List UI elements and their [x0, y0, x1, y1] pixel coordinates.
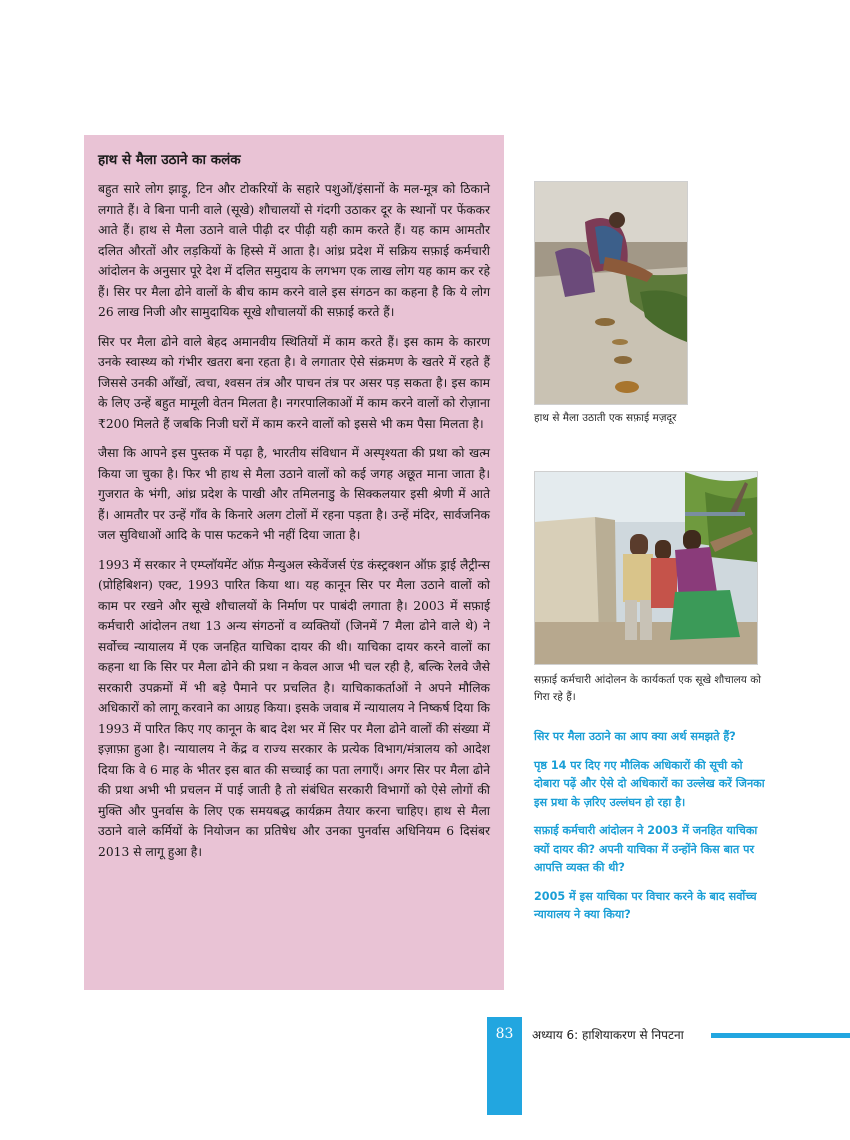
- box-paragraph-3: जैसा कि आपने इस पुस्तक में पढ़ा है, भारतीय संविधान में अस्पृश्यता की प्रथा को खत्म किया जा चुका है। फिर भी हाथ से मैला उठाने वालों को कई जगह अछूत माना जाता है। गुजरात के भंगी, आंध्र प्रदेश के पाखी और तमिलनाडु के सिक्कलयार इसी श्रेणी में आते हैं। आमतौर पर उन्हें गाँव के किनारे अलग टोलों में रहना पड़ता है। उन्हें मंदिर, सार्वजनिक जल सुविधाओं आदि के पास फटकने भी नहीं दिया जाता है।: [98, 446, 490, 542]
- page-number: 83: [495, 1026, 514, 1042]
- box-paragraph-1: बहुत सारे लोग झाड़ू, टिन और टोकरियों के सहारे पशुओं/इंसानों के मल-मूत्र को ठिकाने लगाते हैं। वे बिना पानी वाले (सूखे) शौचालयों से गंदगी उठाकर दूर के स्थानों पर फेंककर आते हैं। हाथ से मैला उठाने वाले पीढ़ी दर पीढ़ी यही काम करते हैं। यह काम आमतौर दलित औरतों और लड़कियों के हिस्से में आता है। आंध्र प्रदेश में सक्रिय सफ़ाई कर्मचारी आंदोलन के अनुसार पूरे देश में दलित समुदाय के लगभग एक लाख लोग यह काम कर रहे हैं। सिर पर मैला ढोने वालों के बीच काम करने वाले इस संगठन का कहना है कि ये लोग 26 लाख निजी और सामुदायिक सूखे शौचालयों की सफ़ाई करते हैं।: [98, 182, 490, 319]
- photo-demolition-image: [535, 472, 757, 664]
- photo-manual-scavenger-image: [535, 182, 687, 404]
- info-box: [84, 135, 504, 990]
- box-paragraph-2: सिर पर मैला ढोने वाले बेहद अमानवीय स्थितियों में काम करते हैं। इस काम के कारण उनके स्वास्थ्य को गंभीर खतरा बना रहता है। वे लगातार ऐसे संक्रमण के खतरे में रहते हैं जिससे उनकी आँखों, त्वचा, श्वसन तंत्र और पाचन तंत्र पर असर पड़ सकता है। इस काम के लिए उन्हें बहुत मामूली वेतन मिलता है। नगरपालिकाओं में काम करने वालों को रोज़ाना ₹200 मिलते हैं जबकि निजी घरों में काम करने वालों को इससे भी कम पैसा मिलता है।: [98, 334, 490, 431]
- photo-demolition: [534, 471, 758, 665]
- photo-manual-scavenger: [534, 181, 688, 405]
- question-list: [534, 728, 770, 935]
- photo1-caption: हाथ से मैला उठाती एक सफ़ाई मज़दूर: [534, 412, 677, 424]
- question-1: सिर पर मैला उठाने का आप क्या अर्थ समझते हैं?: [534, 730, 736, 743]
- question-4: 2005 में इस याचिका पर विचार करने के बाद सर्वोच्च न्यायालय ने क्या किया?: [534, 889, 757, 921]
- footer-rule: [711, 1033, 850, 1038]
- chapter-title: अध्याय 6: हाशियाकरण से निपटना: [532, 1028, 684, 1042]
- box-paragraph-4: 1993 में सरकार ने एम्प्लॉयमेंट ऑफ़ मैन्युअल स्केवेंजर्स एंड कंस्ट्रक्शन ऑफ़ ड्राई लैट्रीन्स (प्रोहिबिशन) एक्ट, 1993 पारित किया था। यह कानून सिर पर मैला उठाने वालों को काम पर रखने और सूखे शौचालयों के निर्माण पर पाबंदी लगाता है। 2003 में सफ़ाई कर्मचारी आंदोलन तथा 13 अन्य संगठनों व व्यक्तियों (जिनमें 7 मैला ढोने वाले थे) ने सर्वोच्च न्यायालय में एक जनहित याचिका दायर की थी। याचिका दायर करने वालों का कहना था कि सिर पर मैला ढोने की प्रथा न केवल आज भी चल रही है, बल्कि रेलवे जैसे सरकारी उपक्रमों में भी बड़े पैमाने पर प्रचलित है। याचिकाकर्ताओं ने अपने मौलिक अधिकारों को लागू करवाने का आग्रह किया। इसके जवाब में न्यायालय ने निष्कर्ष दिया कि 1993 में पारित किए गए कानून के बाद देश भर में सिर पर मैला ढोने वालों की संख्या में इज़ाफ़ा हुआ है। न्यायालय ने केंद्र व राज्य सरकार के प्रत्येक विभाग/मंत्रालय को आदेश दिया कि वे 6 माह के भीतर इस बात की सच्चाई का पता लगाएँ। अगर सिर पर मैला ढोने की प्रथा अभी भी प्रचलन में पाई जाती है तो संबंधित सरकारी विभागों को ऐसे लोगों की मुक्ति और पुनर्वास के लिए एक समयबद्ध कार्यक्रम तैयार करना चाहिए। हाथ से मैला उठाने वाले कर्मियों के नियोजन का प्रतिषेध और उनका पुनर्वास अधिनियम 6 दिसंबर 2013 से लागू हुआ है।: [98, 557, 490, 859]
- box-title: हाथ से मैला उठाने का कलंक: [98, 152, 241, 168]
- question-2: पृष्ठ 14 पर दिए गए मौलिक अधिकारों की सूची को दोबारा पढ़ें और ऐसे दो अधिकारों का उल्लेख करें जिनका इस प्रथा के ज़रिए उल्लंघन हो रहा है।: [534, 758, 765, 809]
- photo2-caption: सफ़ाई कर्मचारी आंदोलन के कार्यकर्ता एक सूखे शौचालय को गिरा रहे हैं।: [534, 674, 761, 703]
- question-3: सफ़ाई कर्मचारी आंदोलन ने 2003 में जनहित याचिका क्यों दायर की? अपनी याचिका में उन्होंने किस बात पर आपत्ति व्यक्त की थी?: [534, 824, 758, 874]
